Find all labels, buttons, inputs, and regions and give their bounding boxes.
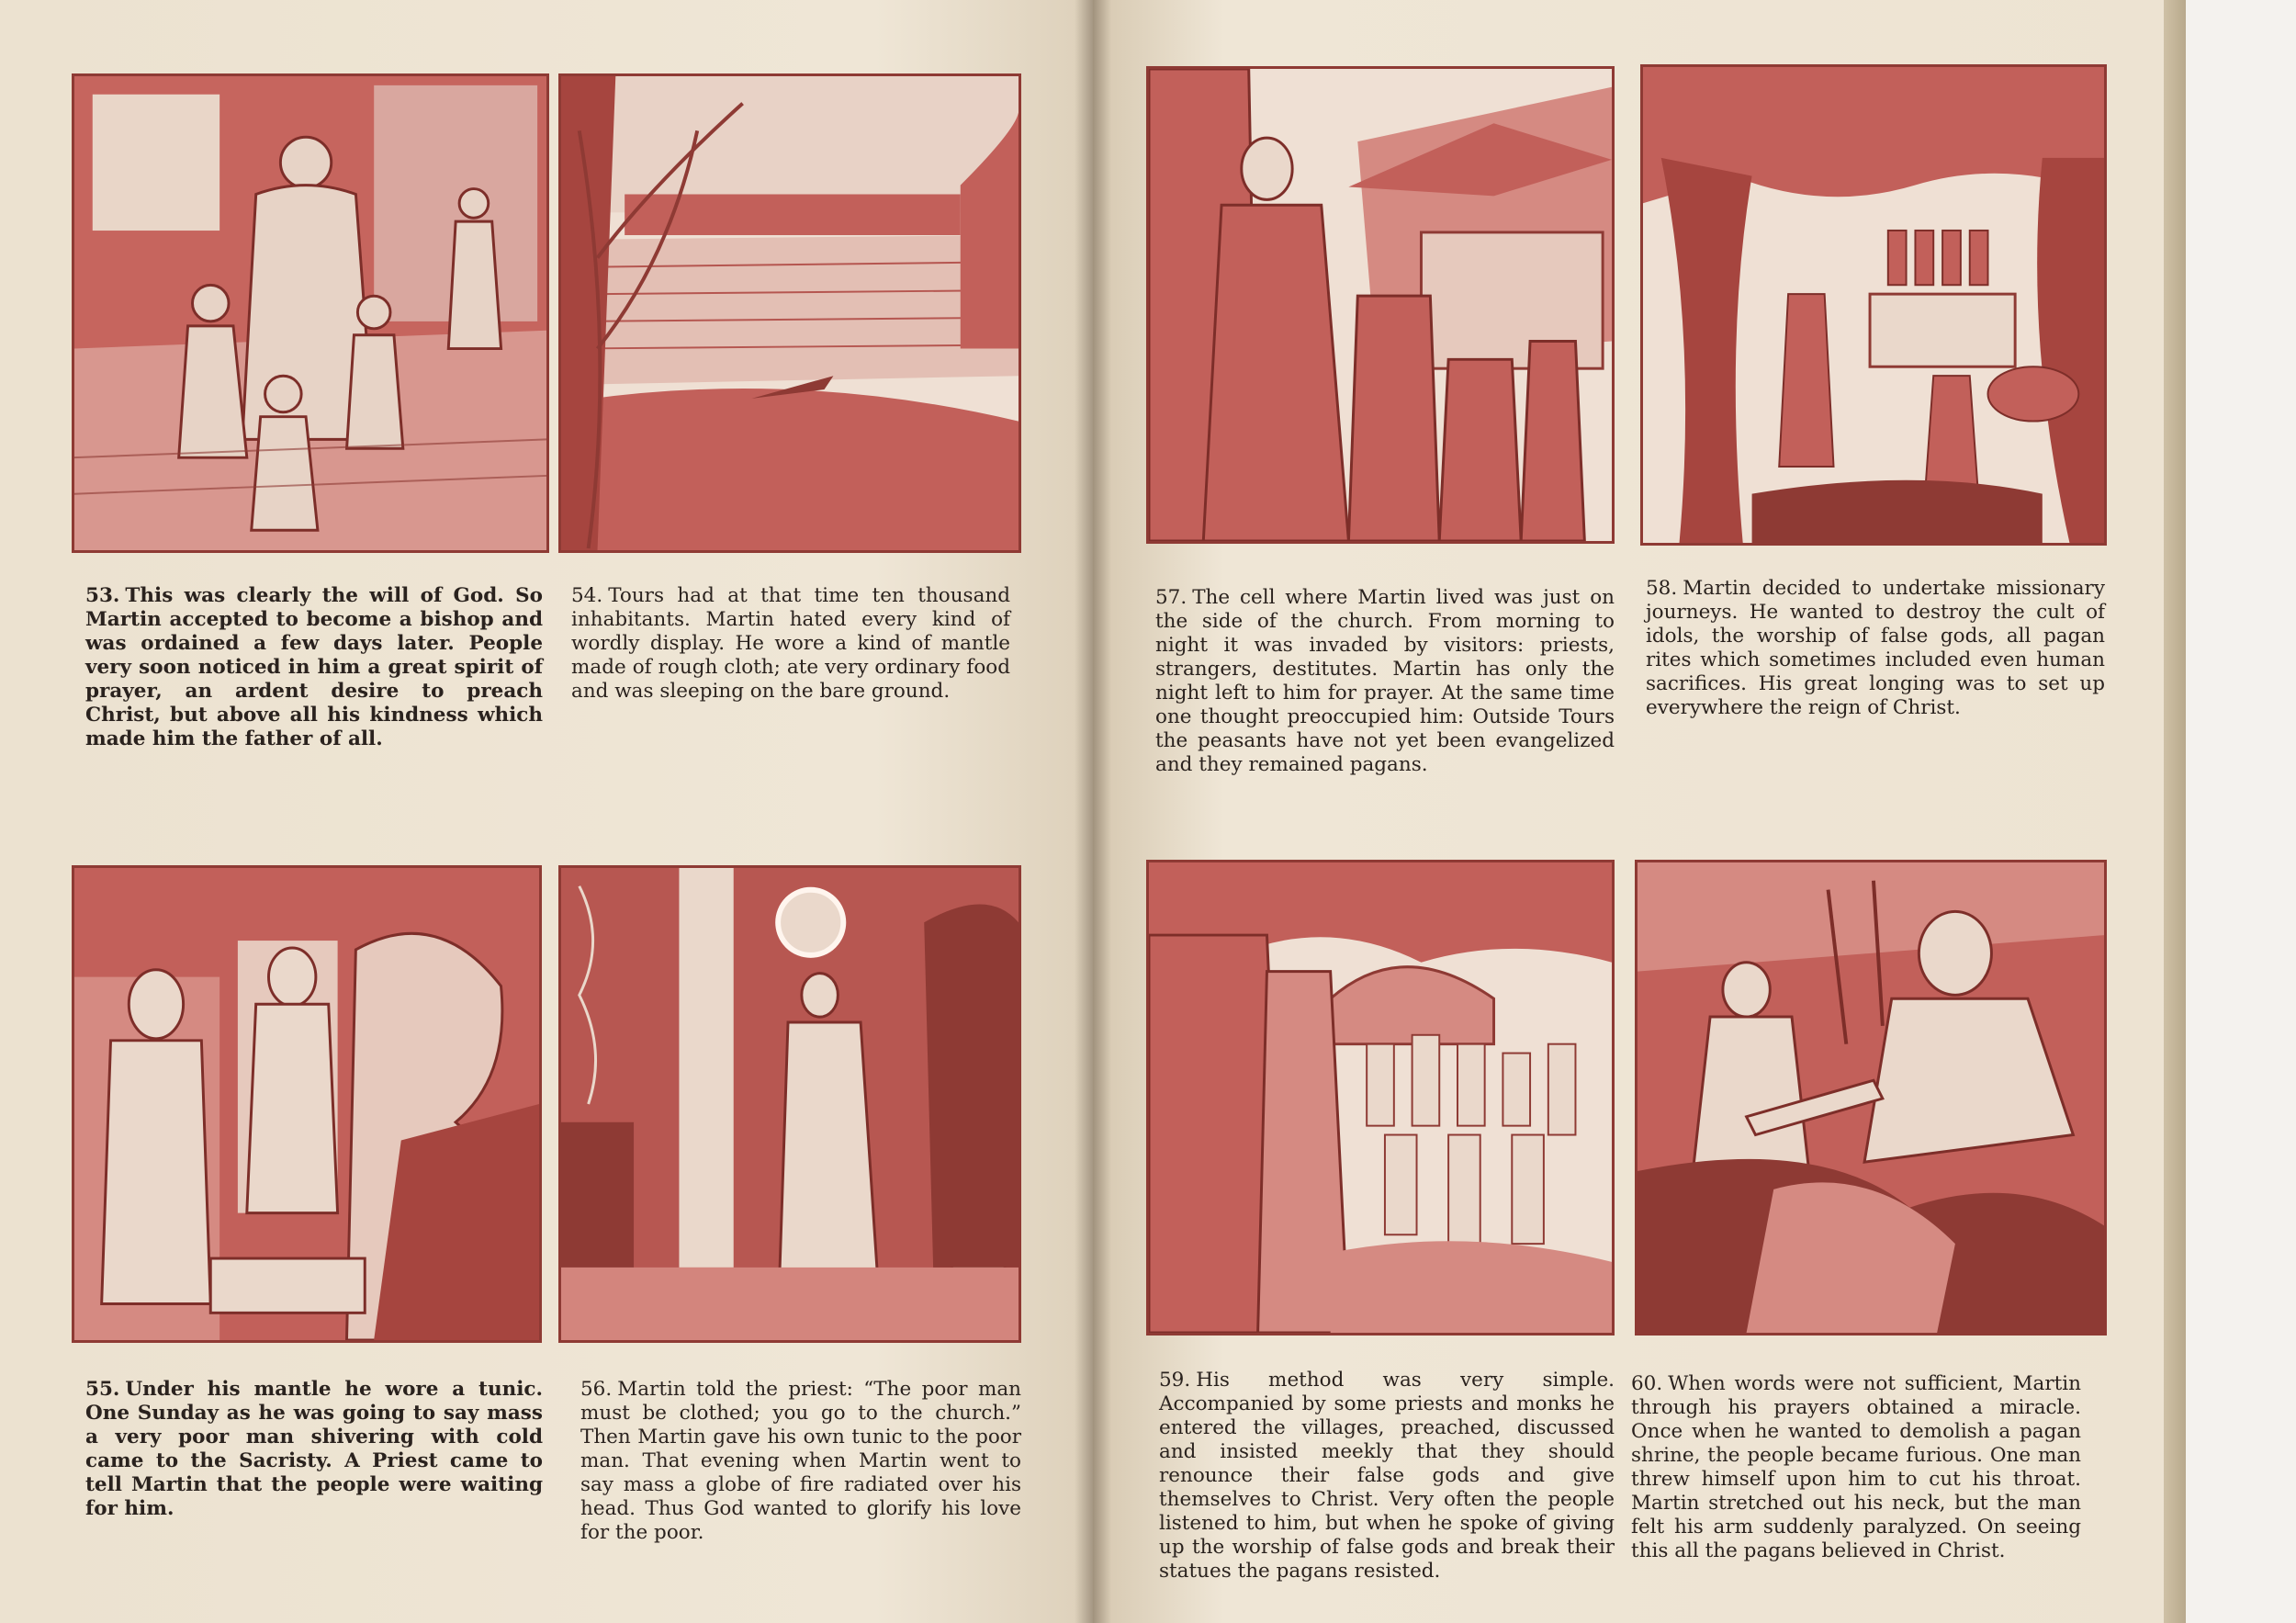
caption-number: 53. bbox=[85, 584, 120, 607]
caption-57 bbox=[1155, 586, 1615, 777]
caption-text: The cell where Martin lived was just on the side of the church. From morning to night it was invaded by visitors: priests, strangers, destitutes. Martin has only the night left to him for prayer. At the same time one thought preoccupied him: Outside Tours the peasants have not yet been evangelized and they remained pagans. bbox=[1155, 586, 1615, 776]
caption-number: 60. bbox=[1631, 1372, 1663, 1395]
illustration-54 bbox=[558, 73, 1021, 553]
illustration-60 bbox=[1635, 860, 2107, 1336]
caption-60 bbox=[1631, 1372, 2081, 1563]
caption-number: 57. bbox=[1155, 586, 1187, 609]
caption-59 bbox=[1159, 1369, 1615, 1584]
caption-text: Martin decided to undertake missionary journeys. He wanted to destroy the cult of idols, the worship of false gods, all pagan rites which sometimes included even human sacrifices. His great longing was to set up everywhere the reign of Christ. bbox=[1646, 577, 2105, 719]
illustration-56 bbox=[558, 865, 1021, 1343]
caption-56 bbox=[580, 1378, 1021, 1545]
caption-58 bbox=[1646, 577, 2105, 720]
illustration-57 bbox=[1146, 66, 1615, 544]
illustration-59 bbox=[1146, 860, 1615, 1336]
caption-53 bbox=[85, 584, 543, 751]
illustration-58 bbox=[1640, 64, 2107, 546]
caption-number: 58. bbox=[1646, 577, 1678, 600]
caption-number: 55. bbox=[85, 1378, 120, 1401]
page-edge bbox=[2164, 0, 2186, 1623]
caption-54 bbox=[571, 584, 1010, 704]
caption-55 bbox=[85, 1378, 543, 1521]
caption-number: 56. bbox=[580, 1378, 613, 1401]
caption-number: 59. bbox=[1159, 1369, 1191, 1392]
caption-text: This was clearly the will of God. So Martin accepted to become a bishop and was ordained a few days later. People very soon noticed in him a great spirit of prayer, an ardent desire to preach Christ, but above all his kindness which made him the father of all. bbox=[85, 584, 543, 750]
book-spine bbox=[1075, 0, 1111, 1623]
background-strip bbox=[2186, 0, 2296, 1623]
caption-text: When words were not sufficient, Martin through his prayers obtained a miracle. Once when he wanted to demolish a pagan shrine, the people became furious. One man threw himself upon him to cut his throat. Martin stretched out his neck, but the man felt his arm suddenly paralyzed. On seeing this all the pagans believed in Christ. bbox=[1631, 1372, 2081, 1562]
caption-text: His method was very simple. Accompanied by some priests and monks he entered the villages, preached, discussed and insisted meekly that they should renounce their false gods and give themselves to Christ. Very often the people listened to him, but when he spoke of giving up the worship of false gods and break their statues the pagans resisted. bbox=[1159, 1369, 1615, 1583]
caption-text: Under his mantle he wore a tunic. One Sunday as he was going to say mass a very poor man shivering with cold came to the Sacristy. A Priest came to tell Martin that the people were waiting for him. bbox=[85, 1378, 543, 1520]
illustration-55 bbox=[72, 865, 542, 1343]
illustration-53 bbox=[72, 73, 549, 553]
caption-number: 54. bbox=[571, 584, 603, 607]
caption-text: Martin told the priest: “The poor man must be clothed; you go to the church.” Then Martin gave his own tunic to the poor man. That evening when Martin went to say mass a globe of fire radiated over his head. Thus God wanted to glorify his love for the poor. bbox=[580, 1378, 1021, 1544]
caption-text: Tours had at that time ten thousand inhabitants. Martin hated every kind of wordly display. He wore a kind of mantle made of rough cloth; ate very ordinary food and was sleeping on the bare ground. bbox=[571, 584, 1010, 703]
